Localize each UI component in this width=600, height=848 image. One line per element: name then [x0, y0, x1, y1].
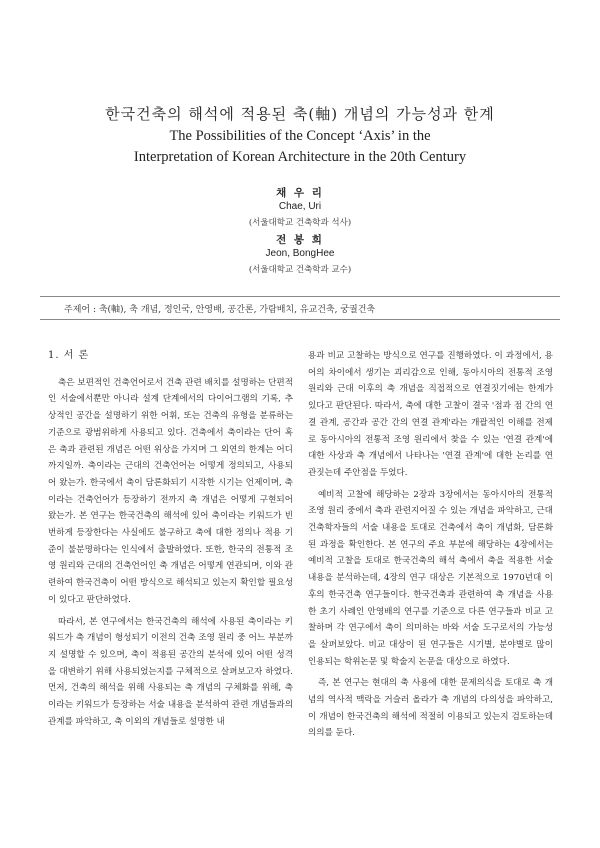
keywords-box — [40, 296, 560, 320]
author2-name-en: Jeon, BongHee — [265, 248, 335, 259]
title-korean: 한국건축의 해석에 적용된 축(軸) 개념의 가능성과 한계 — [105, 105, 495, 123]
section-heading: 1. 서 론 — [48, 350, 90, 361]
keywords-text: 주제어 : 축(軸), 축 개념, 정인국, 안영배, 공간론, 가람배치, 유교건축, 궁궐건축 — [64, 305, 376, 315]
title-english-line2: Interpretation of Korean Architecture in the 20th Century — [133, 149, 467, 165]
author2-affiliation: (서울대학교 건축학과 교수) — [248, 265, 352, 275]
paragraph: 예비적 고찰에 해당하는 2장과 3장에서는 동아시아의 전통적 조영 원리 중에서 축과 관련지어질 수 있는 개념을 파악하고, 근대 건축학자들의 서술 내용을 토대로 건축에서 축이 개념화, 담론화된 과정을 확인한다. 본 연구의 주요 부분에 해당하는 4장에서는 예비적 고찰을 토대로 한국건축의 해석 축에서 축을 적용한 서술 내용을 분석하는데, 4장의 연구 대상은 기본적으로 1970년대 이후의 한국건축 연구들이다. 한국건축과 관련하여 축 개념을 사용한 초기 사례인 안영배의 연구를 기준으로 다른 연구들과 비교 고찰하며 각 연구에서 축이 의미하는 바와 서술 도구로서의 가능성을 살펴보았다. 비교 대상이 된 연구들은 시기별, 분야별로 많이 인용되는 학위논문 및 학술지 논문을 대상으로 하였다. — [308, 489, 553, 667]
left-column — [48, 348, 293, 730]
author1-name-en: Chae, Uri — [278, 201, 322, 212]
title-english-line1: The Possibilities of the Concept ‘Axis’ in the — [169, 128, 431, 144]
paragraph: 즉, 본 연구는 현대의 축 사용에 대한 문제의식을 토대로 축 개념의 역사적 맥락을 거슬러 올라가 축 개념의 다의성을 파악하고, 이 개념이 한국건축의 해석에 적절히 이용되고 있는지 검토하는데 의의를 둔다. — [308, 678, 553, 739]
right-column — [308, 348, 553, 742]
paragraph: 축은 보편적인 건축언어로서 건축 관련 배치를 설명하는 단편적인 서술에서뿐만 아니라 설계 단계에서의 다이어그램의 기록, 추상적인 공간을 설명하기 위한 어휘, 또는 건축의 유형을 분류하는 기준으로 광범위하게 사용되고 있다. 건축에서 축이라는 단어 혹은 축과 관련된 개념은 어떤 위상을 가지며 그 외연의 한계는 어디까지일까. 축이라는 근대의 건축언어는 어떻게 정의되고, 사용되어 왔는가. 한국에서 축이 담론화되기 시작한 시기는 언제이며, 축이라는 건축언어가 등장하기 전까지 축 개념은 어떻게 구현되어 왔는가. 본 연구는 한국건축의 해석에 있어 축이라는 키워드가 빈번하게 등장한다는 사실에도 불구하고 축에 대한 정의나 적용 기준이 불분명하다는 인식에서 출발하였다. 또한, 한국의 전통적 조영 원리와 근대의 건축언어인 축 개념은 어떻게 연관되며, 이와 관련하여 한국건축이 어떤 방식으로 해석되고 있는지 확인할 필요성이 있다고 판단하였다. — [48, 377, 293, 605]
paragraph: 용과 비교 고찰하는 방식으로 연구를 진행하였다. 이 과정에서, 용어의 차이에서 생기는 괴리감으로 인해, 동아시아의 전통적 조영 원리와 근대 이후의 축 개념을 직접적으로 연결짓기에는 한계가 있다고 판단된다. 따라서, 축에 대한 고찰이 결국 '점과 점 간의 연결 관계, 공간과 공간 간의 연결 관계'라는 개괄적인 이해를 전제로 동아시아의 전통적 조영 원리에서 찾을 수 있는 '연결 관계'에 대한 사상과 축 개념에서 나타나는 '연결 관계'에 대한 논리를 연관짓는데 주안점을 두었다. — [308, 351, 553, 478]
author1-name-ko: 채 우 리 — [276, 187, 324, 199]
paragraph: 따라서, 본 연구에서는 한국건축의 해석에 사용된 축이라는 키워드가 축 개념이 형성되기 이전의 건축 조영 원리 중 어느 부분까지 설명할 수 있으며, 축이 적용된 공간의 분석에 있어 어떤 성격을 대변하기 위해 사용되었는지를 구체적으로 살펴보고자 하였다. 먼저, 건축의 해석을 위해 사용되는 축 개념의 구체화를 위해, 축이라는 키워드가 등장하는 서술 내용을 분석하여 관련 개념들과의 관계를 파악하고, 축 이외의 개념들로 설명한 내 — [48, 616, 293, 727]
author1-affiliation: (서울대학교 건축학과 석사) — [248, 218, 352, 228]
author2-name-ko: 전 봉 희 — [276, 234, 324, 246]
